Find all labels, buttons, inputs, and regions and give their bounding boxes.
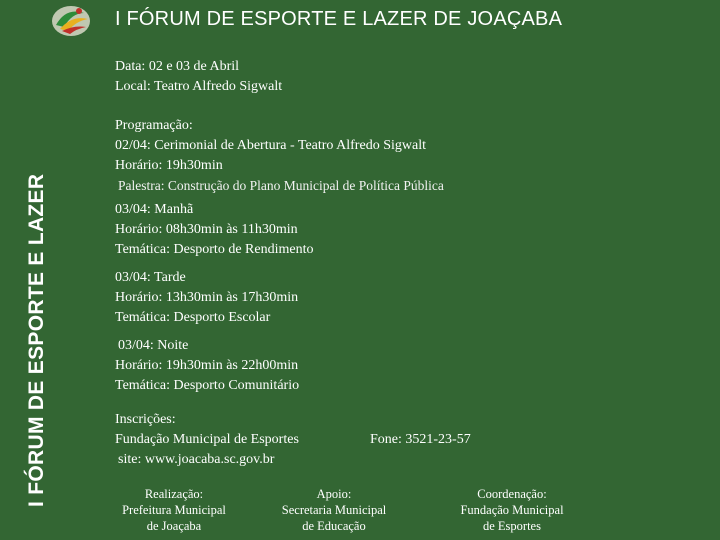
registration-phone: Fone: 3521-23-57 — [370, 432, 471, 447]
credit-line: Secretaria Municipal — [281, 503, 387, 517]
credit-label: Apoio: — [316, 487, 352, 501]
session-title: 03/04: Tarde — [115, 270, 186, 285]
registration-block — [115, 410, 299, 470]
session-theme: Temática: Desporto Comunitário — [115, 378, 300, 393]
event-place: Local: Teatro Alfredo Sigwalt — [115, 79, 283, 94]
opening-time: Horário: 19h30min — [115, 158, 223, 173]
credit-line: de Joaçaba — [146, 519, 202, 533]
session-night — [115, 336, 299, 396]
session-afternoon — [115, 268, 298, 328]
credit-line: Prefeitura Municipal — [122, 503, 226, 517]
registration-org: Fundação Municipal de Esportes — [115, 432, 299, 447]
credit-line: de Esportes — [483, 519, 541, 533]
session-theme: Temática: Desporto Escolar — [115, 310, 271, 325]
session-title: 03/04: Manhã — [115, 202, 194, 217]
program-heading: Programação: — [115, 118, 193, 133]
session-morning — [115, 200, 313, 260]
credit-coordenacao — [452, 486, 572, 534]
session-time: Horário: 13h30min às 17h30min — [115, 290, 299, 305]
credit-line: de Educação — [302, 519, 366, 533]
credit-apoio — [274, 486, 394, 534]
side-title: I FÓRUM DE ESPORTE E LAZER — [25, 173, 48, 507]
credit-realizacao — [116, 486, 232, 534]
session-theme: Temática: Desporto de Rendimento — [115, 242, 314, 257]
event-logo-icon — [50, 3, 92, 39]
page-title: I FÓRUM DE ESPORTE E LAZER DE JOAÇABA — [115, 8, 563, 30]
credit-label: Realização: — [144, 487, 204, 501]
info-block — [115, 57, 282, 97]
credit-label: Coordenação: — [477, 487, 547, 501]
opening-line: 02/04: Cerimonial de Abertura - Teatro Alfredo Sigwalt — [115, 138, 426, 153]
program-block — [115, 116, 444, 196]
registration-site: site: www.joacaba.sc.gov.br — [118, 452, 275, 467]
session-time: Horário: 19h30min às 22h00min — [115, 358, 299, 373]
registration-heading: Inscrições: — [115, 412, 176, 427]
credit-line: Fundação Municipal — [460, 503, 564, 517]
lecture-line: Palestra: Construção do Plano Municipal de Política Pública — [118, 178, 444, 193]
session-title: 03/04: Noite — [118, 338, 189, 353]
event-date: Data: 02 e 03 de Abril — [115, 59, 240, 74]
session-time: Horário: 08h30min às 11h30min — [115, 222, 298, 237]
